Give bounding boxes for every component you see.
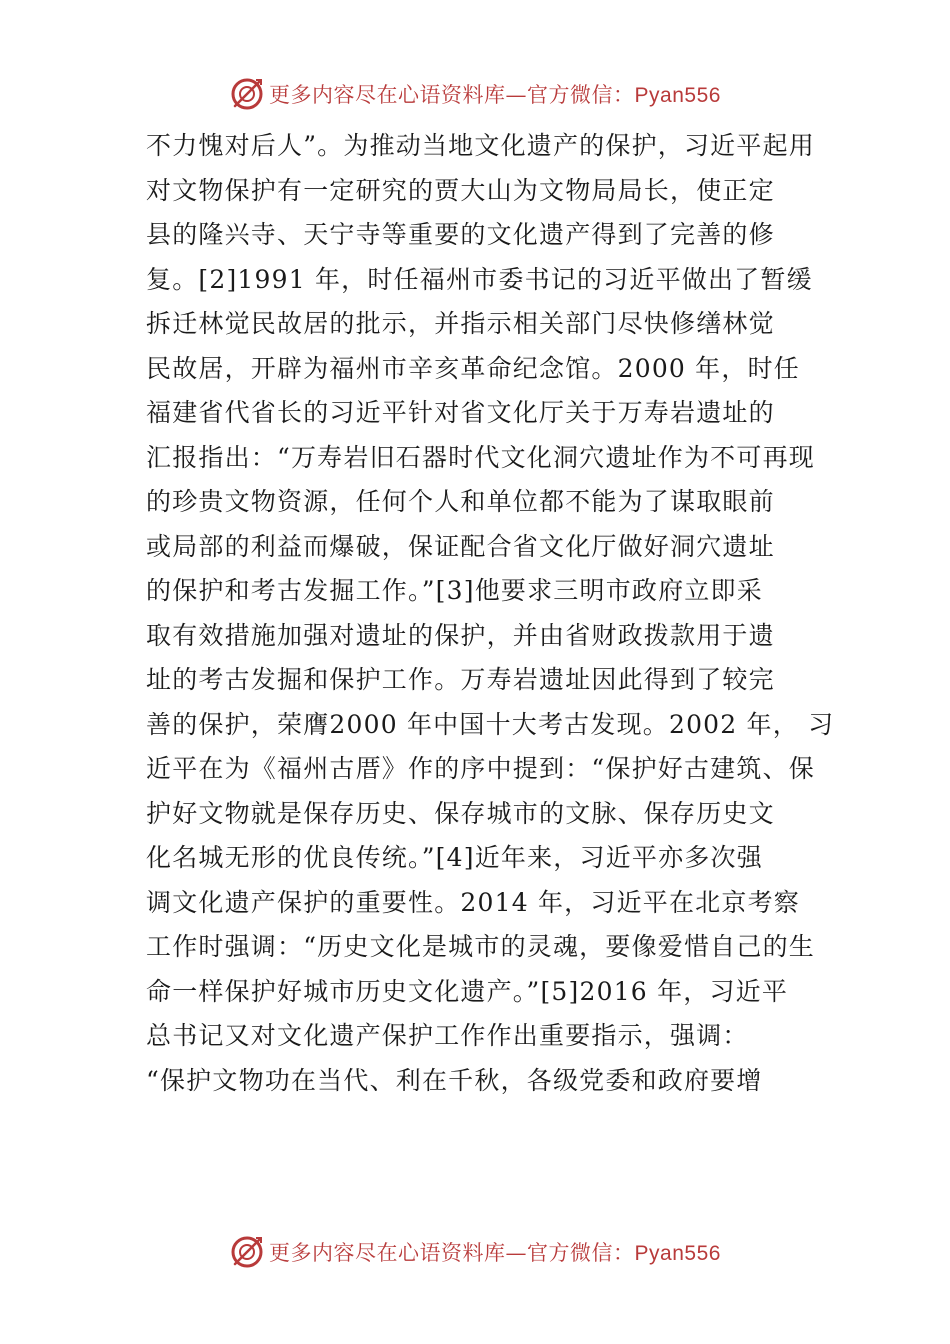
brand-logo-icon xyxy=(229,76,265,112)
document-body xyxy=(146,124,835,1103)
body-line: 复。[2]1991 年，时任福州市委书记的习近平做出了暂缓 xyxy=(146,264,813,294)
body-line: 近平在为《福州古厝》作的序中提到：“保护好古建筑、保 xyxy=(146,754,815,783)
body-line: 护好文物就是保存历史、保存城市的文脉、保存历史文 xyxy=(146,798,775,828)
body-line: 善的保护，荣膺2000 年中国十大考古发现。2002 年， 习 xyxy=(146,709,835,739)
body-line: 不力愧对后人”。为推动当地文化遗产的保护，习近平起用 xyxy=(146,131,815,160)
body-line: 对文物保护有一定研究的贾大山为文物局局长，使正定 xyxy=(146,175,775,205)
body-line: 总书记又对文化遗产保护工作作出重要指示，强调： xyxy=(146,1021,749,1050)
body-line: 或局部的利益而爆破，保证配合省文化厅做好洞穴遗址 xyxy=(146,531,775,561)
body-line: 化名城无形的优良传统。”[4]近年来，习近平亦多次强 xyxy=(146,843,763,872)
body-line: 命一样保护好城市历史文化遗产。”[5]2016 年，习近平 xyxy=(146,976,789,1006)
footer-banner xyxy=(0,1230,950,1274)
header-banner-text: 更多内容尽在心语资料库—官方微信：Pyan556 xyxy=(269,83,721,107)
body-line: “保护文物功在当代、利在千秋，各级党委和政府要增 xyxy=(146,1065,763,1095)
footer-banner-text: 更多内容尽在心语资料库—官方微信：Pyan556 xyxy=(269,1241,721,1265)
header-banner xyxy=(0,72,950,116)
footer-wechat-id: Pyan556 xyxy=(634,1242,721,1265)
body-line: 工作时强调：“历史文化是城市的灵魂，要像爱惜自己的生 xyxy=(146,932,815,961)
body-line: 汇报指出：“万寿岩旧石器时代文化洞穴遗址作为不可再现 xyxy=(146,442,815,472)
body-line: 址的考古发掘和保护工作。万寿岩遗址因此得到了较完 xyxy=(146,665,775,694)
brand-logo-icon xyxy=(229,1234,265,1270)
body-line: 福建省代省长的习近平针对省文化厅关于万寿岩遗址的 xyxy=(146,398,775,427)
body-line: 的珍贵文物资源，任何个人和单位都不能为了谋取眼前 xyxy=(146,487,775,516)
body-line: 调文化遗产保护的重要性。2014 年，习近平在北京考察 xyxy=(146,887,800,917)
body-line: 取有效措施加强对遗址的保护，并由省财政拨款用于遗 xyxy=(146,620,775,650)
body-line: 县的隆兴寺、天宁寺等重要的文化遗产得到了完善的修 xyxy=(146,220,775,249)
body-line: 拆迁林觉民故居的批示，并指示相关部门尽快修缮林觉 xyxy=(146,309,775,338)
body-line: 民故居，开辟为福州市辛亥革命纪念馆。2000 年，时任 xyxy=(146,353,800,383)
body-line: 的保护和考古发掘工作。”[3]他要求三明市政府立即采 xyxy=(146,576,763,605)
header-wechat-id: Pyan556 xyxy=(634,84,721,107)
